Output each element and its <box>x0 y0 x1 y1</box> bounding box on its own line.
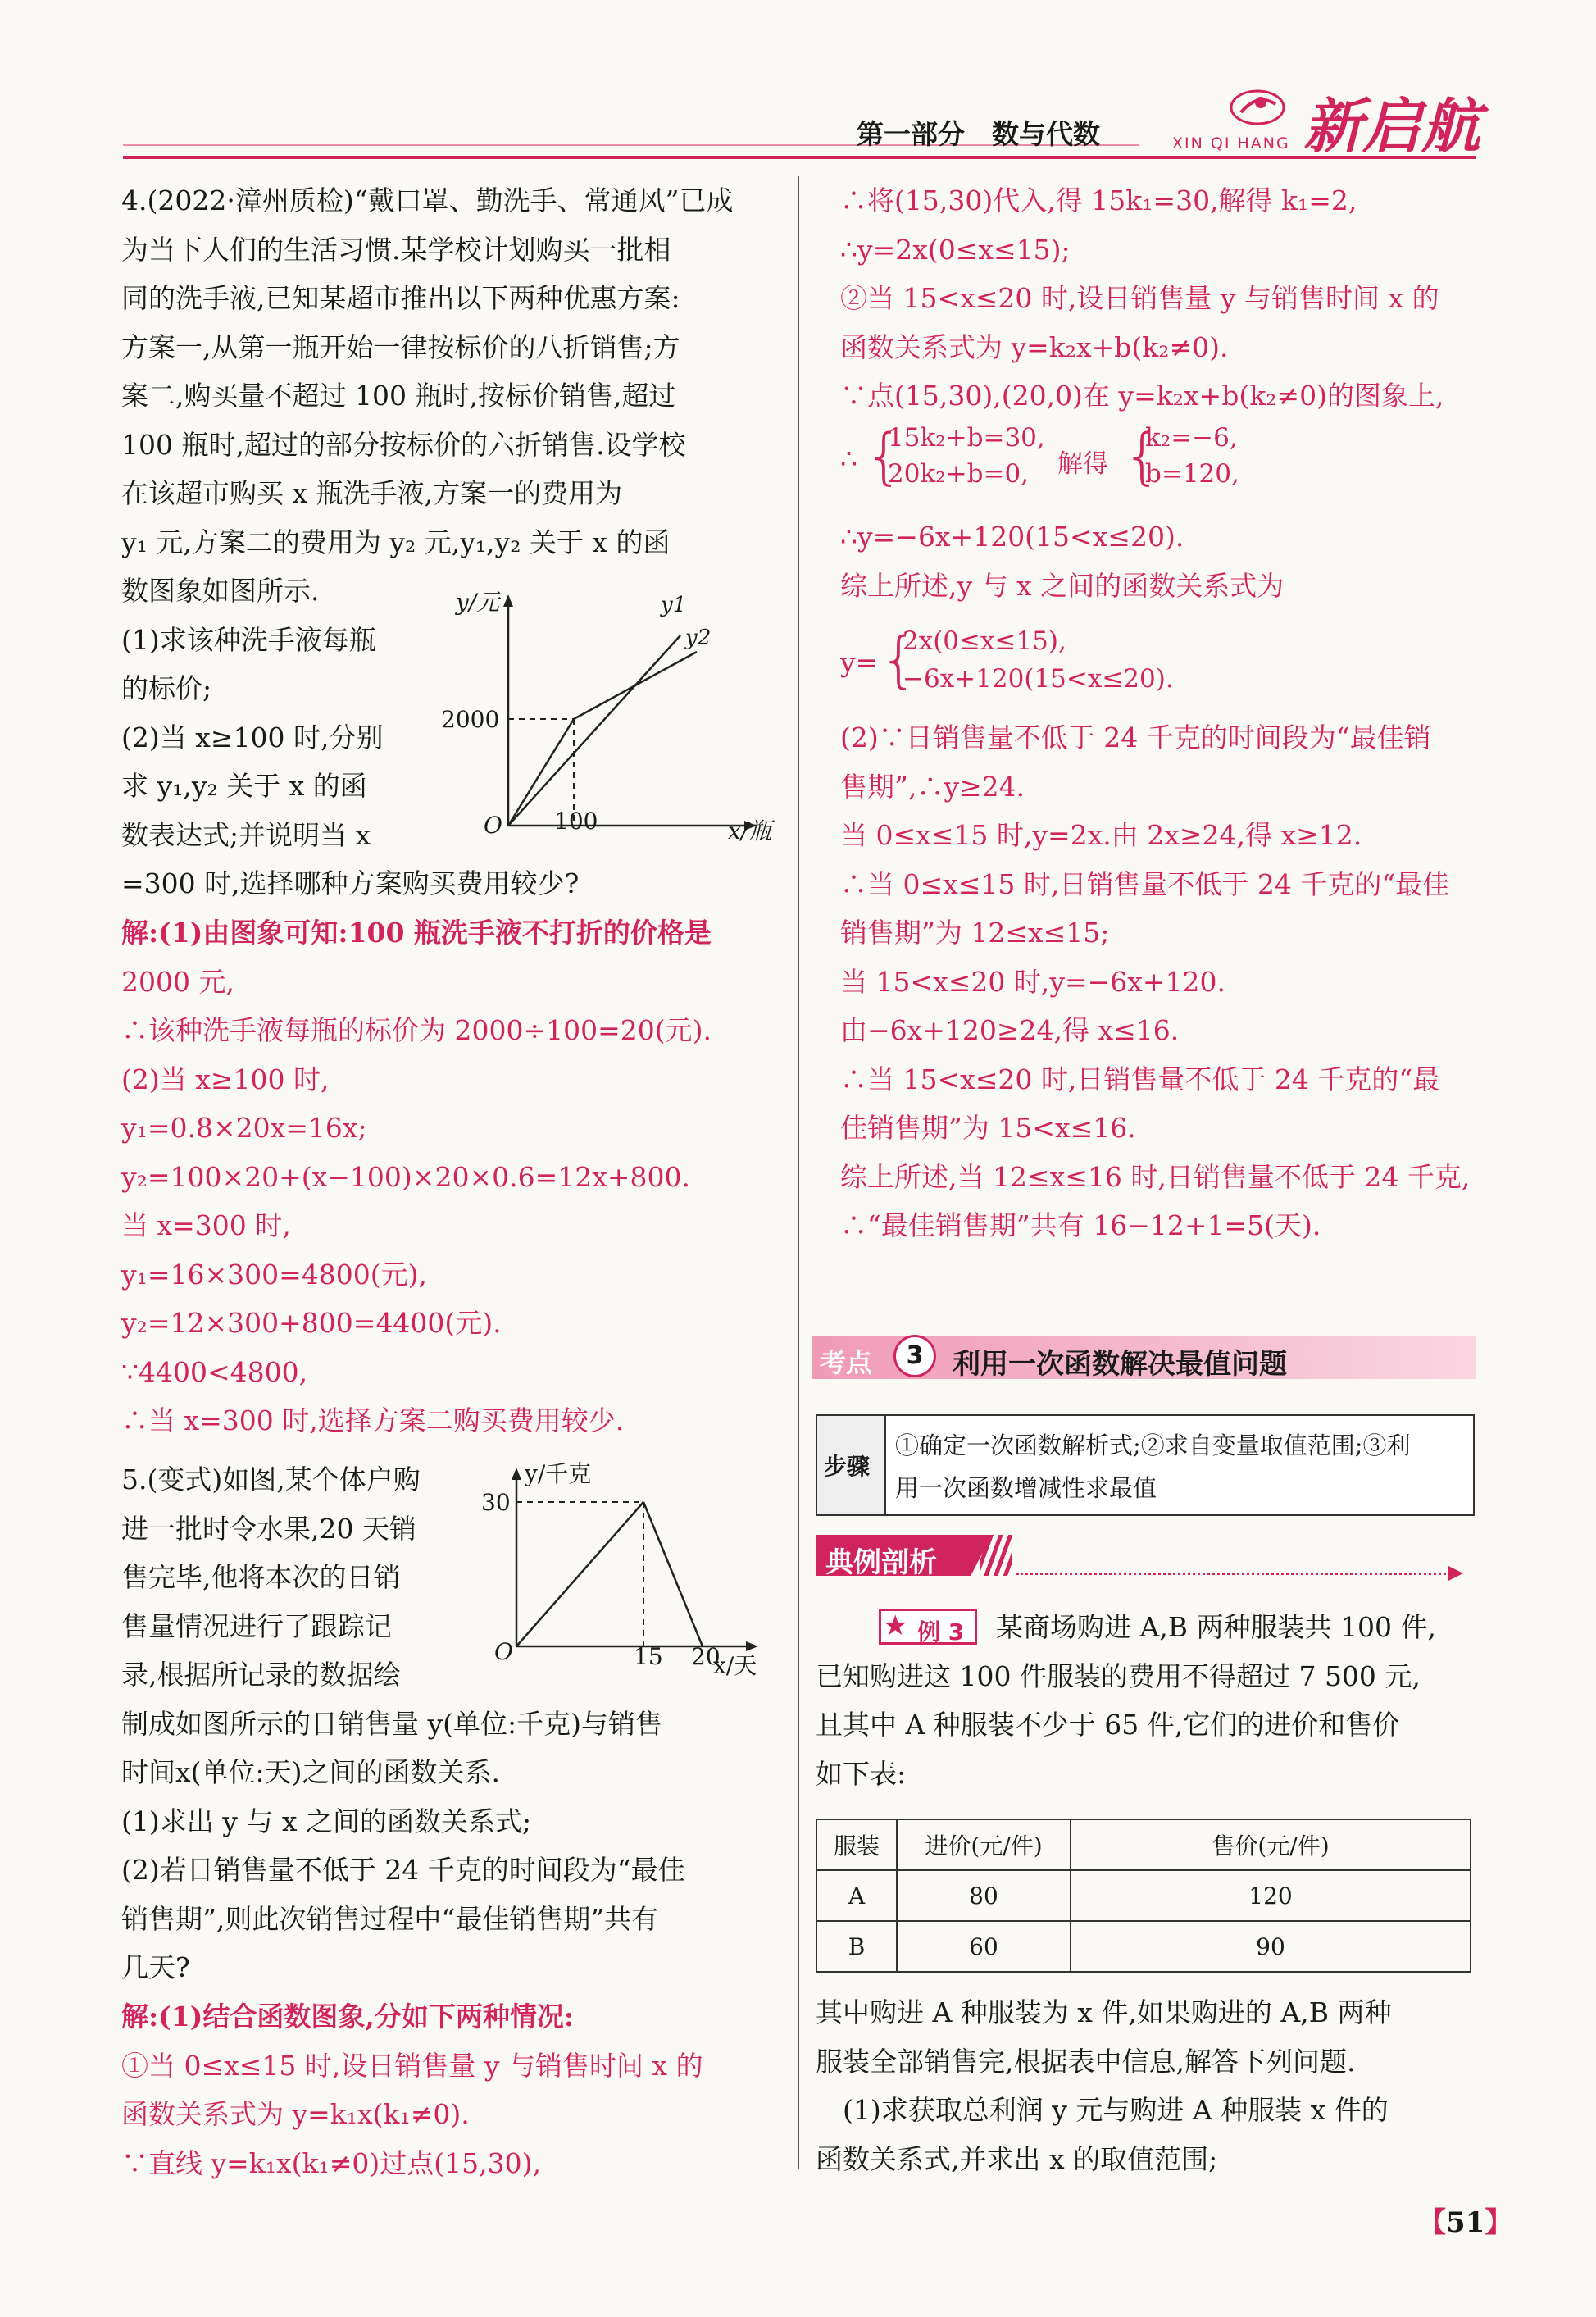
solution-line: ∴当 x=300 时,选择方案二购买费用较少. <box>121 1404 625 1436</box>
kaodian-tag: 考点 <box>820 1347 873 1378</box>
solution-line: 函数关系式为 y=k₂x+b(k₂≠0). <box>840 330 1229 363</box>
text-line: 函数关系式,并求出 x 的取值范围; <box>816 2142 1218 2175</box>
page-number-box <box>1418 2200 1512 2240</box>
brand-pinyin: XIN QI HANG <box>1172 134 1290 152</box>
solution-line: (2)当 x≥100 时, <box>121 1063 330 1095</box>
solution-line: ∴y=−6x+120(15<x≤20). <box>840 521 1184 553</box>
text-line: 其中购进 A 种服装为 x 件,如果购进的 A,B 两种 <box>816 1996 1392 2028</box>
kaodian-num-badge <box>893 1335 936 1377</box>
q4-graph-line1-label: y1 <box>661 593 687 617</box>
page-bracket-left: 【 <box>1418 2206 1446 2239</box>
system-brace-right: { <box>1123 421 1162 492</box>
text-line: 为当下人们的生活习惯.某学校计划购买一批相 <box>121 233 671 266</box>
solution-line: 解:(1)结合函数图象,分如下两种情况: <box>121 2001 575 2032</box>
system-sol-2: b=120, <box>1145 459 1239 489</box>
kaodian-title: 利用一次函数解决最值问题 <box>953 1348 1287 1381</box>
solution-line: ∴当 15<x≤20 时,日销售量不低于 24 千克的“最 <box>840 1063 1440 1095</box>
solution-line: y₁=0.8×20x=16x; <box>121 1112 367 1144</box>
equation-system <box>840 418 1348 500</box>
example-3-tag <box>879 1609 977 1645</box>
column-divider <box>798 176 799 2169</box>
text-line: 4.(2022·漳州质检)“戴口罩、勤洗手、常通风”已成 <box>121 184 734 216</box>
text-line: 几天? <box>121 1951 190 1983</box>
solution-line: y₁=16×300=4800(元), <box>121 1258 428 1291</box>
solution-line: y₂=12×300+800=4400(元). <box>121 1307 502 1339</box>
system-brace-left: { <box>865 421 904 492</box>
table-row <box>816 1870 1471 1921</box>
text-line: 案二,购买量不超过 100 瓶时,按标价销售,超过 <box>121 380 676 412</box>
text-line: 100 瓶时,超过的部分按标价的六折销售.设学校 <box>121 428 686 461</box>
text-line: y₁ 元,方案二的费用为 y₂ 元,y₁,y₂ 关于 x 的函 <box>121 526 671 558</box>
q4-graph <box>441 586 793 857</box>
text-line: (1)求出 y 与 x 之间的函数关系式; <box>121 1805 532 1837</box>
solution-line: ∴y=2x(0≤x≤15); <box>840 233 1071 266</box>
page-bracket-right: 】 <box>1485 2206 1513 2239</box>
header-rule <box>123 156 1476 159</box>
solution-line: ∴“最佳销售期”共有 16−12+1=5(天). <box>840 1209 1321 1241</box>
dianli-title: 典例剖析 <box>825 1546 937 1579</box>
piece-1: 2x(0≤x≤15), <box>903 626 1066 656</box>
q4-graph-line2-label: y2 <box>685 626 712 650</box>
text-line: 售完毕,他将本次的日销 <box>121 1561 401 1593</box>
q5-graph <box>480 1461 775 1682</box>
q4-graph-xlabel: x/瓶 <box>728 817 772 844</box>
text-line: 且其中 A 种服装不少于 65 件,它们的进价和售价 <box>816 1709 1400 1741</box>
system-sol-1: k₂=−6, <box>1145 423 1238 453</box>
text-line: (1)求获取总利润 y 元与购进 A 种服装 x 件的 <box>816 2094 1389 2126</box>
text-line: 求 y₁,y₂ 关于 x 的函 <box>121 770 367 802</box>
solution-line: ∴将(15,30)代入,得 15k₁=30,解得 k₁=2, <box>840 184 1357 216</box>
star-icon: ★ <box>883 1609 908 1642</box>
solution-line: 当 15<x≤20 时,y=−6x+120. <box>840 965 1226 998</box>
system-solve-label: 解得 <box>1057 449 1108 479</box>
table-cell: 80 <box>897 1870 1071 1921</box>
system-eq-1: 15k₂+b=30, <box>888 423 1045 453</box>
solution-line: 函数关系式为 y=k₁x(k₁≠0). <box>121 2098 470 2130</box>
solution-line: (2)∵日销售量不低于 24 千克的时间段为“最佳销 <box>840 722 1431 753</box>
table-header: 售价(元/件) <box>1071 1819 1471 1870</box>
q5-graph-xtick-20: 20 <box>691 1643 721 1670</box>
piece-2: −6x+120(15<x≤20). <box>903 664 1174 694</box>
kaodian-banner <box>812 1330 1476 1384</box>
text-line: 已知购进这 100 件服装的费用不得超过 7 500 元, <box>816 1659 1421 1692</box>
solution-line: 由−6x+120≥24,得 x≤16. <box>840 1014 1180 1046</box>
q4-graph-xtick: 100 <box>554 808 598 835</box>
table-cell: A <box>816 1870 897 1921</box>
text-line: 进一批时令水果,20 天销 <box>121 1512 416 1545</box>
solution-line: 解:(1)由图象可知:100 瓶洗手液不打折的价格是 <box>121 917 712 949</box>
page-number: 51 <box>1446 2206 1485 2239</box>
steps-line-1: ①确定一次函数解析式;②求自变量取值范围;③利 <box>895 1432 1411 1459</box>
piece-prefix: y= <box>840 646 879 678</box>
dianli-banner <box>816 1535 1471 1581</box>
text-line: 某商场购进 A,B 两种服装共 100 件, <box>996 1611 1437 1643</box>
table-header: 服装 <box>816 1819 897 1870</box>
system-prefix: ∴ <box>840 443 857 475</box>
text-line: 在该超市购买 x 瓶洗手液,方案一的费用为 <box>121 477 623 509</box>
dianli-dotted-rule <box>1016 1573 1451 1575</box>
text-line: 录,根据所记录的数据绘 <box>121 1659 401 1691</box>
text-line: =300 时,选择哪种方案购买费用较少? <box>121 867 580 899</box>
text-line: (2)若日销售量不低于 24 千克的时间段为“最佳 <box>121 1854 685 1886</box>
table-cell: 60 <box>897 1921 1071 1972</box>
text-line: 同的洗手液,已知某超市推出以下两种优惠方案: <box>121 282 680 314</box>
text-line: 数图象如图所示. <box>121 575 320 607</box>
q5-graph-xtick-15: 15 <box>634 1643 663 1670</box>
q5-graph-xlabel: x/天 <box>713 1652 757 1679</box>
steps-box <box>816 1414 1475 1516</box>
system-eq-2: 20k₂+b=0, <box>888 459 1030 489</box>
table-cell: 120 <box>1071 1870 1471 1921</box>
solution-line: 当 x=300 时, <box>121 1209 291 1241</box>
solution-line: 销售期”为 12≤x≤15; <box>840 917 1110 949</box>
solution-line: 2000 元, <box>121 965 234 998</box>
solution-line: 综上所述,当 12≤x≤16 时,日销售量不低于 24 千克, <box>840 1160 1471 1193</box>
text-line: (1)求该种洗手液每瓶 <box>121 623 376 656</box>
q5-graph-ylabel: y/千克 <box>525 1460 592 1487</box>
table-row <box>816 1921 1471 1972</box>
table-header: 进价(元/件) <box>897 1819 1071 1870</box>
text-line: 5.(变式)如图,某个体户购 <box>121 1463 421 1495</box>
text-line: 制成如图所示的日销售量 y(单位:千克)与销售 <box>121 1707 662 1740</box>
table-header-row <box>816 1819 1471 1870</box>
solution-line: ∴该种洗手液每瓶的标价为 2000÷100=20(元). <box>121 1014 712 1046</box>
text-line: 方案一,从第一瓶开始一律按标价的八折销售;方 <box>121 330 680 363</box>
text-line: 时间x(单位:天)之间的函数关系. <box>121 1756 500 1788</box>
text-line: 如下表: <box>816 1757 907 1790</box>
text-line: 的标价; <box>121 672 212 704</box>
solution-line: y₂=100×20+(x−100)×20×0.6=12x+800. <box>121 1160 690 1193</box>
example-3-label: 例 3 <box>917 1618 965 1646</box>
text-line: 销售期”,则此次销售过程中“最佳销售期”共有 <box>121 1902 659 1935</box>
table-cell: 90 <box>1071 1921 1471 1972</box>
steps-line-2: 用一次函数增减性求最值 <box>895 1474 1157 1502</box>
q4-graph-ylabel: y/元 <box>456 589 500 616</box>
solution-line: 售期”,∴y≥24. <box>840 770 1025 803</box>
brand-logo-icon <box>1230 86 1285 125</box>
solution-line: ∵4400<4800, <box>121 1355 308 1388</box>
piece-brace: { <box>880 625 919 695</box>
dianli-arrow-icon <box>1448 1566 1463 1581</box>
text-line: 数表达式;并说明当 x <box>121 818 371 851</box>
text-line: (2)当 x≥100 时,分别 <box>121 721 384 753</box>
kaodian-num: 3 <box>906 1341 924 1370</box>
price-table <box>816 1819 1471 1973</box>
part-title: 第一部分 数与代数 <box>857 118 1100 150</box>
q5-graph-ytick: 30 <box>481 1489 511 1516</box>
solution-line: ∴当 0≤x≤15 时,日销售量不低于 24 千克的“最佳 <box>840 867 1450 900</box>
q4-graph-origin: O <box>484 812 502 839</box>
piecewise-function <box>840 621 1348 703</box>
solution-line: 佳销售期”为 15<x≤16. <box>840 1112 1136 1144</box>
solution-line: ①当 0≤x≤15 时,设日销售量 y 与销售时间 x 的 <box>121 2049 703 2082</box>
text-line: 售量情况进行了跟踪记 <box>121 1609 392 1642</box>
solution-line: 当 0≤x≤15 时,y=2x.由 2x≥24,得 x≥12. <box>840 819 1362 851</box>
q4-graph-ytick: 2000 <box>441 706 500 733</box>
dianli-stripes <box>980 1535 1012 1576</box>
solution-line: ∵直线 y=k₁x(k₁≠0)过点(15,30), <box>121 2146 541 2179</box>
steps-label: 步骤 <box>824 1453 871 1480</box>
solution-line: ②当 15<x≤20 时,设日销售量 y 与销售时间 x 的 <box>840 282 1439 314</box>
table-cell: B <box>816 1921 897 1972</box>
q5-graph-origin: O <box>494 1638 513 1665</box>
text-line: 服装全部销售完,根据表中信息,解答下列问题. <box>816 2045 1356 2078</box>
solution-line: ∵点(15,30),(20,0)在 y=k₂x+b(k₂≠0)的图象上, <box>840 380 1444 412</box>
brand-name: 新启航 <box>1303 91 1481 161</box>
solution-line: 综上所述,y 与 x 之间的函数关系式为 <box>840 569 1285 602</box>
